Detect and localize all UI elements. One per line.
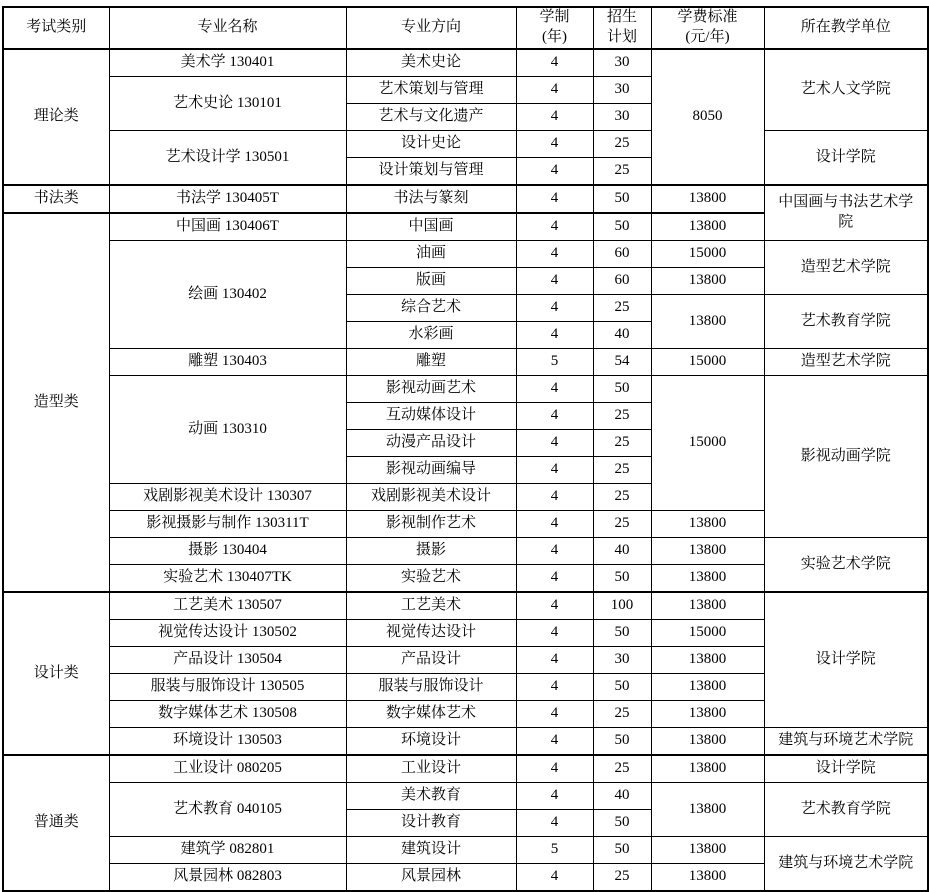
cell-tuition-fee: 15000 xyxy=(651,376,764,511)
cell-tuition-fee: 13800 xyxy=(651,511,764,538)
cell-major-direction: 数字媒体艺术 xyxy=(346,701,516,728)
cell-major-direction: 工艺美术 xyxy=(346,592,516,620)
cell-enrollment-plan: 50 xyxy=(593,376,651,403)
header-line: 学费标准 xyxy=(677,9,738,26)
admissions-plan-table xyxy=(2,6,929,892)
cell-duration-years: 4 xyxy=(516,457,593,484)
cell-teaching-unit: 建筑与环境艺术学院 xyxy=(764,837,928,892)
header-line: 招生 xyxy=(606,9,637,26)
cell-enrollment-plan: 50 xyxy=(593,728,651,756)
cell-exam-category: 书法类 xyxy=(3,185,109,213)
cell-duration-years: 4 xyxy=(516,241,593,268)
cell-enrollment-plan: 25 xyxy=(593,511,651,538)
header-line: 所在教学单位 xyxy=(800,19,891,36)
cell-duration-years: 4 xyxy=(516,810,593,837)
cell-duration-years: 4 xyxy=(516,77,593,104)
cell-major-direction: 视觉传达设计 xyxy=(346,620,516,647)
cell-major-direction: 设计教育 xyxy=(346,810,516,837)
cell-tuition-fee: 15000 xyxy=(651,241,764,268)
cell-enrollment-plan: 60 xyxy=(593,268,651,295)
cell-major-direction: 综合艺术 xyxy=(346,295,516,322)
cell-teaching-unit: 影视动画学院 xyxy=(764,376,928,538)
cell-teaching-unit: 中国画与书法艺术学院 xyxy=(764,185,928,241)
cell-tuition-fee: 15000 xyxy=(651,620,764,647)
cell-tuition-fee: 13800 xyxy=(651,755,764,783)
cell-enrollment-plan: 25 xyxy=(593,158,651,186)
table-body xyxy=(3,49,928,891)
header-line: 学制 xyxy=(539,9,570,26)
cell-duration-years: 4 xyxy=(516,511,593,538)
table-row xyxy=(3,728,928,756)
table-row xyxy=(3,241,928,268)
cell-major-name: 摄影 130404 xyxy=(109,538,346,565)
cell-major-name: 美术学 130401 xyxy=(109,49,346,77)
cell-major-direction: 工业设计 xyxy=(346,755,516,783)
header-line: 专业方向 xyxy=(400,19,461,36)
cell-duration-years: 4 xyxy=(516,755,593,783)
cell-teaching-unit: 造型艺术学院 xyxy=(764,349,928,376)
cell-tuition-fee: 15000 xyxy=(651,349,764,376)
header-row xyxy=(3,7,928,49)
header-cell-enrollment-plan xyxy=(593,7,651,49)
cell-duration-years: 4 xyxy=(516,565,593,593)
table-row xyxy=(3,49,928,77)
cell-enrollment-plan: 40 xyxy=(593,783,651,810)
cell-major-direction: 雕塑 xyxy=(346,349,516,376)
cell-enrollment-plan: 50 xyxy=(593,620,651,647)
cell-enrollment-plan: 30 xyxy=(593,104,651,131)
cell-enrollment-plan: 25 xyxy=(593,457,651,484)
cell-major-name: 产品设计 130504 xyxy=(109,647,346,674)
cell-exam-category: 普通类 xyxy=(3,755,109,891)
cell-enrollment-plan: 50 xyxy=(593,565,651,593)
cell-major-direction: 设计史论 xyxy=(346,131,516,158)
cell-major-direction: 建筑设计 xyxy=(346,837,516,864)
cell-duration-years: 4 xyxy=(516,268,593,295)
cell-teaching-unit: 艺术教育学院 xyxy=(764,295,928,349)
cell-major-direction: 艺术策划与管理 xyxy=(346,77,516,104)
cell-duration-years: 4 xyxy=(516,49,593,77)
cell-major-name: 实验艺术 130407TK xyxy=(109,565,346,593)
cell-enrollment-plan: 100 xyxy=(593,592,651,620)
header-cell-duration-years xyxy=(516,7,593,49)
cell-major-name: 风景园林 082803 xyxy=(109,864,346,892)
cell-exam-category: 理论类 xyxy=(3,49,109,185)
cell-teaching-unit: 建筑与环境艺术学院 xyxy=(764,728,928,756)
cell-major-name: 工艺美术 130507 xyxy=(109,592,346,620)
table-row xyxy=(3,185,928,213)
cell-enrollment-plan: 60 xyxy=(593,241,651,268)
cell-teaching-unit: 艺术人文学院 xyxy=(764,49,928,131)
cell-duration-years: 5 xyxy=(516,349,593,376)
cell-duration-years: 4 xyxy=(516,295,593,322)
cell-major-direction: 艺术与文化遗产 xyxy=(346,104,516,131)
cell-major-name: 艺术教育 040105 xyxy=(109,783,346,837)
cell-tuition-fee: 13800 xyxy=(651,538,764,565)
cell-duration-years: 4 xyxy=(516,592,593,620)
cell-duration-years: 4 xyxy=(516,185,593,213)
cell-duration-years: 4 xyxy=(516,864,593,892)
table-header xyxy=(3,7,928,49)
cell-major-name: 雕塑 130403 xyxy=(109,349,346,376)
cell-duration-years: 4 xyxy=(516,484,593,511)
cell-tuition-fee: 13800 xyxy=(651,701,764,728)
cell-exam-category: 设计类 xyxy=(3,592,109,755)
cell-major-name: 环境设计 130503 xyxy=(109,728,346,756)
cell-tuition-fee: 13800 xyxy=(651,268,764,295)
cell-tuition-fee: 13800 xyxy=(651,783,764,837)
cell-tuition-fee: 13800 xyxy=(651,592,764,620)
cell-tuition-fee: 13800 xyxy=(651,185,764,213)
cell-tuition-fee: 13800 xyxy=(651,674,764,701)
cell-major-direction: 影视制作艺术 xyxy=(346,511,516,538)
cell-major-direction: 中国画 xyxy=(346,213,516,241)
cell-duration-years: 4 xyxy=(516,620,593,647)
cell-enrollment-plan: 50 xyxy=(593,185,651,213)
cell-major-direction: 影视动画艺术 xyxy=(346,376,516,403)
cell-enrollment-plan: 25 xyxy=(593,484,651,511)
cell-tuition-fee: 8050 xyxy=(651,49,764,185)
table-row xyxy=(3,755,928,783)
cell-exam-category: 造型类 xyxy=(3,213,109,592)
cell-major-name: 数字媒体艺术 130508 xyxy=(109,701,346,728)
cell-enrollment-plan: 25 xyxy=(593,131,651,158)
cell-tuition-fee: 13800 xyxy=(651,837,764,864)
cell-major-direction: 水彩画 xyxy=(346,322,516,349)
cell-duration-years: 4 xyxy=(516,104,593,131)
cell-major-name: 服装与服饰设计 130505 xyxy=(109,674,346,701)
cell-duration-years: 4 xyxy=(516,403,593,430)
cell-duration-years: 4 xyxy=(516,158,593,186)
cell-tuition-fee: 13800 xyxy=(651,565,764,593)
cell-major-direction: 油画 xyxy=(346,241,516,268)
cell-enrollment-plan: 50 xyxy=(593,810,651,837)
cell-major-name: 工业设计 080205 xyxy=(109,755,346,783)
cell-enrollment-plan: 25 xyxy=(593,295,651,322)
header-line: 计划 xyxy=(606,29,637,45)
cell-enrollment-plan: 25 xyxy=(593,864,651,892)
cell-enrollment-plan: 50 xyxy=(593,837,651,864)
cell-duration-years: 4 xyxy=(516,213,593,241)
cell-enrollment-plan: 30 xyxy=(593,647,651,674)
header-line: (元/年) xyxy=(685,29,730,45)
cell-enrollment-plan: 54 xyxy=(593,349,651,376)
cell-major-direction: 美术史论 xyxy=(346,49,516,77)
cell-major-direction: 实验艺术 xyxy=(346,565,516,593)
cell-major-direction: 戏剧影视美术设计 xyxy=(346,484,516,511)
cell-major-name: 戏剧影视美术设计 130307 xyxy=(109,484,346,511)
cell-duration-years: 4 xyxy=(516,430,593,457)
table-row xyxy=(3,783,928,810)
cell-teaching-unit: 造型艺术学院 xyxy=(764,241,928,295)
cell-teaching-unit: 实验艺术学院 xyxy=(764,538,928,593)
header-cell-teaching-unit xyxy=(764,7,928,49)
cell-duration-years: 4 xyxy=(516,783,593,810)
table-row xyxy=(3,837,928,864)
cell-duration-years: 4 xyxy=(516,701,593,728)
cell-enrollment-plan: 25 xyxy=(593,430,651,457)
cell-major-direction: 产品设计 xyxy=(346,647,516,674)
cell-teaching-unit: 设计学院 xyxy=(764,592,928,728)
cell-major-name: 绘画 130402 xyxy=(109,241,346,349)
cell-major-name: 艺术设计学 130501 xyxy=(109,131,346,186)
cell-duration-years: 4 xyxy=(516,131,593,158)
cell-major-direction: 环境设计 xyxy=(346,728,516,756)
table-row xyxy=(3,349,928,376)
cell-major-direction: 动漫产品设计 xyxy=(346,430,516,457)
cell-teaching-unit: 设计学院 xyxy=(764,755,928,783)
cell-major-direction: 摄影 xyxy=(346,538,516,565)
table-row xyxy=(3,538,928,565)
cell-teaching-unit: 设计学院 xyxy=(764,131,928,186)
cell-teaching-unit: 艺术教育学院 xyxy=(764,783,928,837)
cell-tuition-fee: 13800 xyxy=(651,864,764,892)
cell-major-direction: 服装与服饰设计 xyxy=(346,674,516,701)
header-cell-exam-category xyxy=(3,7,109,49)
cell-major-direction: 风景园林 xyxy=(346,864,516,892)
cell-major-name: 建筑学 082801 xyxy=(109,837,346,864)
cell-enrollment-plan: 25 xyxy=(593,755,651,783)
header-line: (年) xyxy=(542,29,567,45)
cell-duration-years: 4 xyxy=(516,674,593,701)
table-row xyxy=(3,592,928,620)
cell-enrollment-plan: 25 xyxy=(593,701,651,728)
cell-enrollment-plan: 40 xyxy=(593,322,651,349)
cell-major-direction: 影视动画编导 xyxy=(346,457,516,484)
cell-enrollment-plan: 30 xyxy=(593,49,651,77)
cell-major-direction: 美术教育 xyxy=(346,783,516,810)
cell-tuition-fee: 13800 xyxy=(651,647,764,674)
header-cell-major-name xyxy=(109,7,346,49)
cell-major-direction: 书法与篆刻 xyxy=(346,185,516,213)
header-line: 考试类别 xyxy=(26,19,87,36)
cell-duration-years: 4 xyxy=(516,322,593,349)
header-line: 专业名称 xyxy=(197,19,258,36)
cell-tuition-fee: 13800 xyxy=(651,295,764,349)
cell-major-name: 艺术史论 130101 xyxy=(109,77,346,131)
cell-enrollment-plan: 25 xyxy=(593,403,651,430)
cell-major-name: 视觉传达设计 130502 xyxy=(109,620,346,647)
cell-major-name: 中国画 130406T xyxy=(109,213,346,241)
header-cell-tuition-fee xyxy=(651,7,764,49)
table-row xyxy=(3,131,928,158)
cell-duration-years: 5 xyxy=(516,837,593,864)
cell-duration-years: 4 xyxy=(516,728,593,756)
cell-major-name: 书法学 130405T xyxy=(109,185,346,213)
table-row xyxy=(3,376,928,403)
cell-tuition-fee: 13800 xyxy=(651,728,764,756)
cell-major-direction: 设计策划与管理 xyxy=(346,158,516,186)
cell-major-direction: 版画 xyxy=(346,268,516,295)
cell-major-name: 动画 130310 xyxy=(109,376,346,484)
cell-duration-years: 4 xyxy=(516,376,593,403)
cell-duration-years: 4 xyxy=(516,538,593,565)
cell-major-name: 影视摄影与制作 130311T xyxy=(109,511,346,538)
cell-enrollment-plan: 40 xyxy=(593,538,651,565)
cell-major-direction: 互动媒体设计 xyxy=(346,403,516,430)
cell-enrollment-plan: 30 xyxy=(593,77,651,104)
cell-enrollment-plan: 50 xyxy=(593,674,651,701)
cell-enrollment-plan: 50 xyxy=(593,213,651,241)
cell-tuition-fee: 13800 xyxy=(651,213,764,241)
cell-duration-years: 4 xyxy=(516,647,593,674)
header-cell-major-direction xyxy=(346,7,516,49)
